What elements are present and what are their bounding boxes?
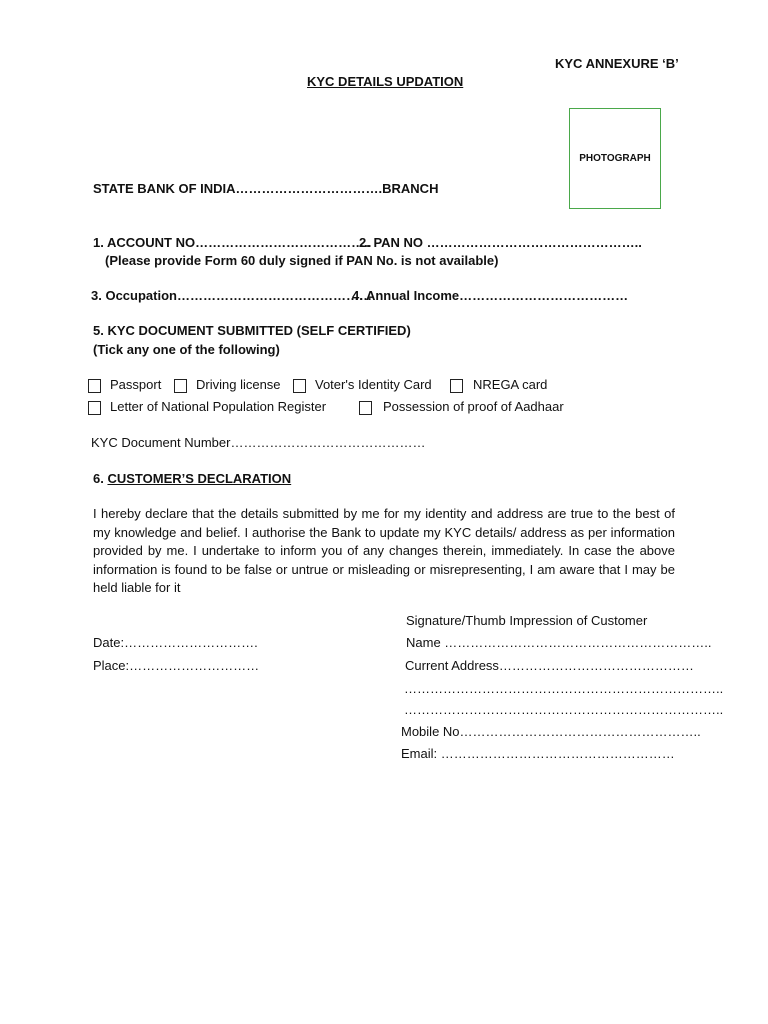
aadhaar-proof-checkbox[interactable] bbox=[359, 401, 372, 415]
date-field[interactable]: Date:…………………………. bbox=[93, 635, 258, 650]
photograph-box[interactable] bbox=[569, 108, 661, 209]
address-line-2[interactable]: ……………………………………………………………….. bbox=[404, 681, 724, 696]
voter-id-label: Voter's Identity Card bbox=[315, 377, 432, 392]
nrega-card-checkbox[interactable] bbox=[450, 379, 463, 393]
page-title: KYC DETAILS UPDATION bbox=[307, 74, 464, 89]
name-field[interactable]: Name …………………………………………………….. bbox=[406, 635, 712, 650]
pan-no-field[interactable]: 2. PAN NO ………………………………………….. bbox=[359, 235, 642, 250]
occupation-field[interactable]: 3. Occupation……………………………………… bbox=[91, 288, 372, 303]
email-field[interactable]: Email: ……………………………………………… bbox=[401, 746, 675, 761]
driving-license-label: Driving license bbox=[196, 377, 281, 392]
declaration-title: CUSTOMER’S DECLARATION bbox=[107, 471, 292, 486]
kyc-section-heading: 5. KYC DOCUMENT SUBMITTED (SELF CERTIFIED) bbox=[93, 323, 411, 338]
account-no-field[interactable]: 1. ACCOUNT NO………………………………….. bbox=[93, 235, 372, 250]
address-line-3[interactable]: ……………………………………………………………….. bbox=[404, 702, 724, 717]
pan-note: (Please provide Form 60 duly signed if PAN No. is not available) bbox=[105, 253, 499, 268]
photograph-label: PHOTOGRAPH bbox=[579, 153, 651, 164]
branch-line: STATE BANK OF INDIA…………………………….BRANCH bbox=[93, 181, 439, 196]
current-address-field[interactable]: Current Address……………………………………… bbox=[405, 658, 694, 673]
passport-label: Passport bbox=[110, 377, 162, 392]
signature-title: Signature/Thumb Impression of Customer bbox=[406, 613, 648, 628]
aadhaar-proof-label: Possession of proof of Aadhaar bbox=[383, 399, 564, 414]
nrega-card-label: NREGA card bbox=[473, 377, 548, 392]
voter-id-checkbox[interactable] bbox=[293, 379, 306, 393]
npr-letter-checkbox[interactable] bbox=[88, 401, 101, 415]
annexure-label: KYC ANNEXURE ‘B’ bbox=[555, 56, 679, 71]
mobile-field[interactable]: Mobile No……………………………………………….. bbox=[401, 724, 701, 739]
declaration-number: 6. bbox=[93, 471, 104, 486]
declaration-heading bbox=[93, 471, 291, 486]
declaration-text: I hereby declare that the details submitted by me for my identity and address are true to the best of my knowledge and belief. I authorise the Bank to update my KYC details/ address as per information provided by me. I undertake to inform you of any changes therein, immediately. In case the above information is found to be false or untrue or misleading or misrepresenting, I am aware that I may be held liable for it bbox=[93, 506, 675, 595]
driving-license-checkbox[interactable] bbox=[174, 379, 187, 393]
passport-checkbox[interactable] bbox=[88, 379, 101, 393]
annual-income-field[interactable]: 4. Annual Income………………………………… bbox=[352, 288, 629, 303]
kyc-section-instruction: (Tick any one of the following) bbox=[93, 342, 280, 357]
npr-letter-label: Letter of National Population Register bbox=[110, 399, 327, 414]
place-field[interactable]: Place:………………………… bbox=[93, 658, 260, 673]
kyc-document-number-field[interactable]: KYC Document Number……………………………………… bbox=[91, 435, 426, 450]
